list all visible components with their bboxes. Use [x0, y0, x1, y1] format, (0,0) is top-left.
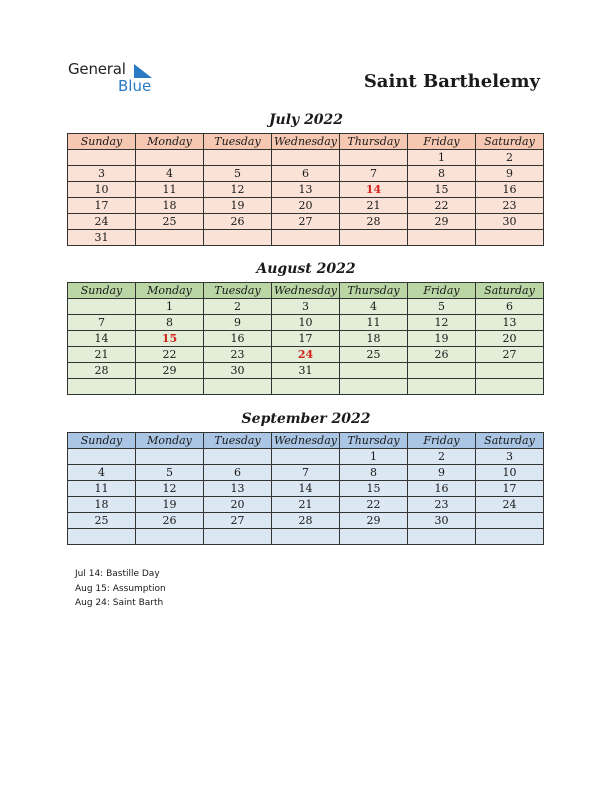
day-cell: 2	[476, 150, 544, 166]
weekday-header: Monday	[136, 134, 204, 150]
day-cell: 30	[476, 214, 544, 230]
day-cell	[272, 529, 340, 545]
week-row	[68, 379, 544, 395]
weekday-header-row	[68, 433, 544, 449]
day-cell: 14	[340, 182, 408, 198]
day-cell: 31	[68, 230, 136, 246]
day-cell	[340, 529, 408, 545]
day-cell: 24	[68, 214, 136, 230]
month-title-september: September 2022	[241, 411, 371, 427]
day-cell: 4	[136, 166, 204, 182]
day-cell: 27	[476, 347, 544, 363]
weekday-header: Thursday	[340, 134, 408, 150]
weekday-header: Wednesday	[272, 283, 340, 299]
day-cell: 4	[340, 299, 408, 315]
day-cell: 22	[136, 347, 204, 363]
month-title-july: July 2022	[268, 112, 344, 128]
day-cell: 19	[408, 331, 476, 347]
day-cell: 28	[272, 513, 340, 529]
day-cell: 16	[204, 331, 272, 347]
holiday-item: Aug 24: Saint Barth	[75, 598, 164, 608]
day-cell	[204, 379, 272, 395]
day-cell	[68, 449, 136, 465]
day-cell: 8	[340, 465, 408, 481]
holiday-item: Aug 15: Assumption	[75, 583, 166, 594]
week-row	[68, 315, 544, 331]
day-cell: 19	[204, 198, 272, 214]
day-cell: 2	[204, 299, 272, 315]
day-cell	[340, 150, 408, 166]
weekday-header: Friday	[408, 134, 476, 150]
country-title: Saint Barthelemy	[363, 71, 540, 92]
day-cell: 1	[340, 449, 408, 465]
generalblue-logo	[68, 60, 168, 96]
weekday-header: Wednesday	[272, 134, 340, 150]
day-cell	[204, 449, 272, 465]
day-cell: 8	[136, 315, 204, 331]
week-row	[68, 150, 544, 166]
calendar-september	[67, 432, 544, 545]
week-row	[68, 513, 544, 529]
day-cell: 13	[272, 182, 340, 198]
day-cell: 15	[340, 481, 408, 497]
day-cell: 12	[136, 481, 204, 497]
day-cell: 15	[408, 182, 476, 198]
day-cell: 5	[408, 299, 476, 315]
day-cell: 13	[476, 315, 544, 331]
day-cell: 12	[408, 315, 476, 331]
day-cell	[476, 230, 544, 246]
day-cell: 30	[408, 513, 476, 529]
weekday-header: Saturday	[476, 433, 544, 449]
day-cell: 18	[340, 331, 408, 347]
day-cell: 8	[408, 166, 476, 182]
day-cell: 4	[68, 465, 136, 481]
day-cell: 17	[476, 481, 544, 497]
day-cell: 18	[136, 198, 204, 214]
day-cell: 11	[340, 315, 408, 331]
day-cell	[340, 379, 408, 395]
day-cell	[68, 379, 136, 395]
day-cell	[204, 529, 272, 545]
day-cell: 21	[68, 347, 136, 363]
day-cell: 24	[272, 347, 340, 363]
day-cell: 26	[408, 347, 476, 363]
day-cell	[476, 529, 544, 545]
calendar-august	[67, 282, 544, 395]
day-cell: 22	[340, 497, 408, 513]
day-cell: 23	[204, 347, 272, 363]
day-cell	[204, 230, 272, 246]
day-cell: 16	[408, 481, 476, 497]
day-cell: 25	[340, 347, 408, 363]
day-cell: 3	[68, 166, 136, 182]
day-cell: 14	[272, 481, 340, 497]
day-cell: 26	[136, 513, 204, 529]
holiday-item: Jul 14: Bastille Day	[75, 569, 160, 579]
day-cell: 31	[272, 363, 340, 379]
week-row	[68, 214, 544, 230]
day-cell	[408, 230, 476, 246]
weekday-header-row	[68, 283, 544, 299]
weekday-header: Tuesday	[204, 283, 272, 299]
calendar-july	[67, 133, 544, 246]
day-cell: 1	[408, 150, 476, 166]
day-cell	[408, 363, 476, 379]
day-cell: 26	[204, 214, 272, 230]
day-cell: 28	[68, 363, 136, 379]
day-cell: 21	[340, 198, 408, 214]
weekday-header: Saturday	[476, 283, 544, 299]
day-cell: 19	[136, 497, 204, 513]
day-cell: 21	[272, 497, 340, 513]
day-cell: 17	[272, 331, 340, 347]
day-cell: 27	[204, 513, 272, 529]
day-cell	[272, 230, 340, 246]
week-row	[68, 198, 544, 214]
day-cell	[340, 230, 408, 246]
day-cell	[272, 150, 340, 166]
day-cell	[68, 529, 136, 545]
day-cell	[476, 513, 544, 529]
day-cell: 9	[204, 315, 272, 331]
day-cell: 7	[68, 315, 136, 331]
day-cell: 6	[272, 166, 340, 182]
day-cell: 7	[340, 166, 408, 182]
week-row	[68, 363, 544, 379]
day-cell: 10	[272, 315, 340, 331]
day-cell: 10	[68, 182, 136, 198]
day-cell: 6	[204, 465, 272, 481]
week-row	[68, 230, 544, 246]
day-cell: 13	[204, 481, 272, 497]
day-cell: 5	[204, 166, 272, 182]
day-cell	[272, 449, 340, 465]
day-cell: 23	[408, 497, 476, 513]
day-cell	[136, 150, 204, 166]
day-cell	[136, 449, 204, 465]
day-cell: 9	[476, 166, 544, 182]
day-cell: 30	[204, 363, 272, 379]
day-cell: 27	[272, 214, 340, 230]
day-cell: 1	[136, 299, 204, 315]
weekday-header: Saturday	[476, 134, 544, 150]
day-cell: 20	[204, 497, 272, 513]
day-cell	[204, 150, 272, 166]
day-cell: 20	[476, 331, 544, 347]
day-cell: 3	[476, 449, 544, 465]
day-cell	[68, 150, 136, 166]
day-cell: 11	[68, 481, 136, 497]
month-title-august: August 2022	[256, 261, 356, 277]
day-cell	[272, 379, 340, 395]
day-cell	[476, 379, 544, 395]
weekday-header: Sunday	[68, 283, 136, 299]
weekday-header: Tuesday	[204, 134, 272, 150]
day-cell	[68, 299, 136, 315]
holiday-list	[75, 567, 166, 611]
weekday-header: Sunday	[68, 134, 136, 150]
logo-word-blue: Blue	[118, 77, 152, 95]
weekday-header: Tuesday	[204, 433, 272, 449]
day-cell: 25	[68, 513, 136, 529]
week-row	[68, 166, 544, 182]
week-row	[68, 331, 544, 347]
weekday-header: Wednesday	[272, 433, 340, 449]
day-cell: 10	[476, 465, 544, 481]
day-cell: 9	[408, 465, 476, 481]
day-cell	[408, 379, 476, 395]
day-cell: 22	[408, 198, 476, 214]
day-cell: 2	[408, 449, 476, 465]
day-cell: 20	[272, 198, 340, 214]
day-cell: 5	[136, 465, 204, 481]
day-cell: 7	[272, 465, 340, 481]
week-row	[68, 182, 544, 198]
day-cell: 24	[476, 497, 544, 513]
week-row	[68, 465, 544, 481]
day-cell: 11	[136, 182, 204, 198]
weekday-header: Thursday	[340, 433, 408, 449]
day-cell: 3	[272, 299, 340, 315]
day-cell: 29	[340, 513, 408, 529]
day-cell: 6	[476, 299, 544, 315]
day-cell	[136, 529, 204, 545]
day-cell: 16	[476, 182, 544, 198]
week-row	[68, 299, 544, 315]
day-cell: 29	[136, 363, 204, 379]
day-cell	[476, 363, 544, 379]
day-cell: 25	[136, 214, 204, 230]
triangle-flag-icon	[134, 64, 154, 78]
week-row	[68, 497, 544, 513]
day-cell	[136, 379, 204, 395]
week-row	[68, 481, 544, 497]
weekday-header: Monday	[136, 283, 204, 299]
week-row	[68, 347, 544, 363]
day-cell: 12	[204, 182, 272, 198]
weekday-header: Monday	[136, 433, 204, 449]
weekday-header-row	[68, 134, 544, 150]
day-cell: 17	[68, 198, 136, 214]
day-cell: 23	[476, 198, 544, 214]
day-cell: 28	[340, 214, 408, 230]
day-cell: 29	[408, 214, 476, 230]
weekday-header: Friday	[408, 433, 476, 449]
day-cell	[136, 230, 204, 246]
day-cell: 14	[68, 331, 136, 347]
day-cell	[408, 529, 476, 545]
weekday-header: Sunday	[68, 433, 136, 449]
day-cell	[340, 363, 408, 379]
day-cell: 15	[136, 331, 204, 347]
day-cell: 18	[68, 497, 136, 513]
week-row	[68, 529, 544, 545]
week-row	[68, 449, 544, 465]
weekday-header: Thursday	[340, 283, 408, 299]
weekday-header: Friday	[408, 283, 476, 299]
logo-word-general: General	[68, 60, 126, 78]
